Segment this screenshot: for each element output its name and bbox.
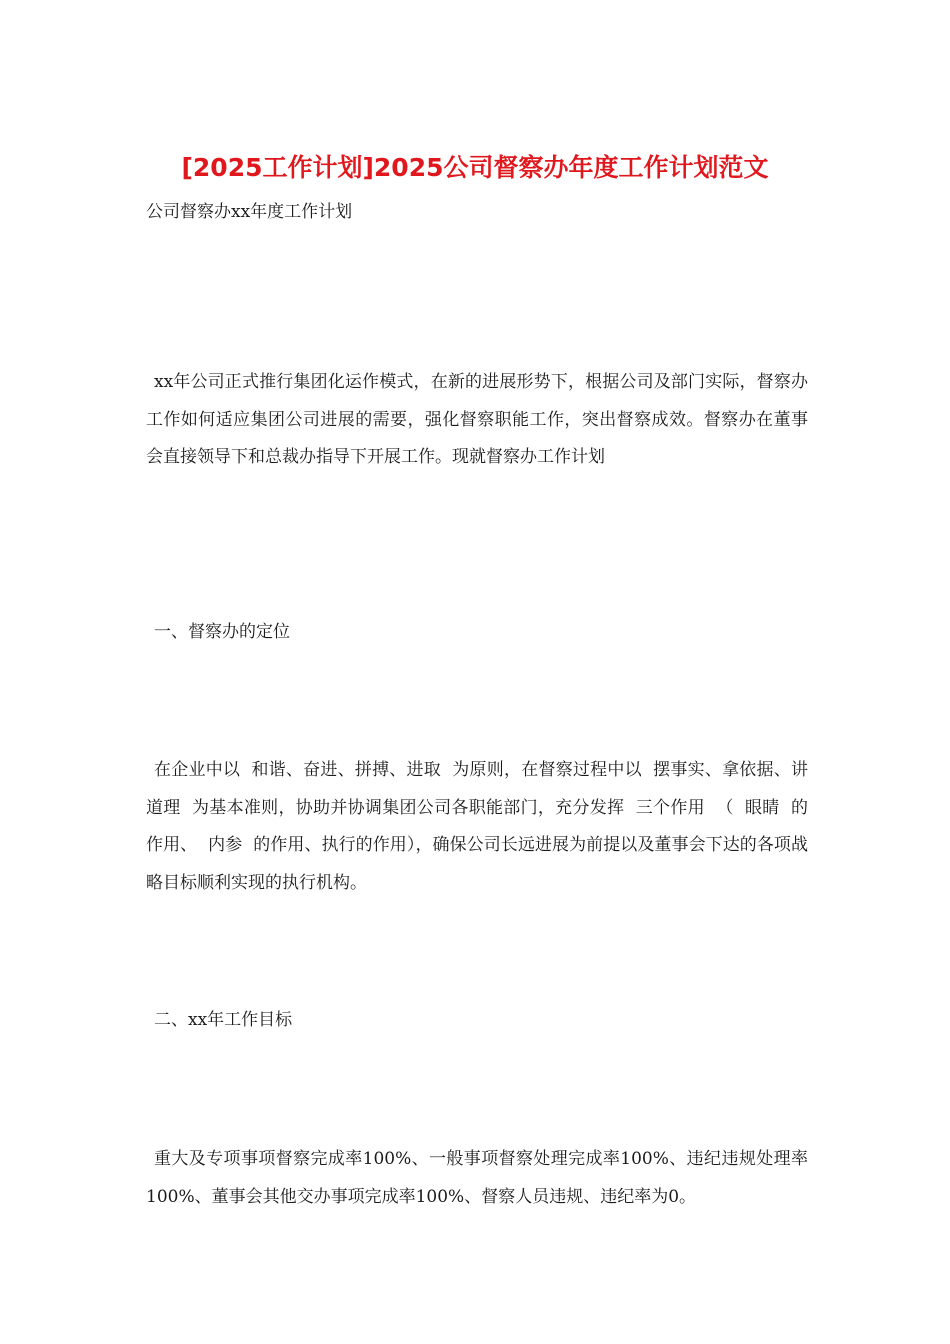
section-heading-positioning: 一、督察办的定位 — [154, 622, 290, 642]
goals-paragraph: 重大及专项事项督察完成率100%、一般事项督察处理完成率100%、违纪违规处理率100%、董事会其他交办事项完成率100%、督察人员违规、违纪率为0。 — [146, 1149, 808, 1207]
document-subtitle: 公司督察办xx年度工作计划 — [146, 202, 353, 222]
intro-paragraph: xx年公司正式推行集团化运作模式，在新的进展形势下，根据公司及部门实际，督察办工作如何适应集团公司进展的需要，强化督察职能工作，突出督察成效。督察办在董事会直接领导下和总裁办指导下开展工作。现就督察办工作计划 — [146, 372, 808, 467]
document-title: [2025工作计划]2025公司督察办年度工作计划范文 — [181, 153, 769, 182]
section-heading-goals: 二、xx年工作目标 — [154, 1010, 293, 1030]
positioning-paragraph: 在企业中以 和谐、奋进、拼搏、进取 为原则，在督察过程中以 摆事实、拿依据、讲道理 为基本准则，协助并协调集团公司各职能部门，充分发挥 三个作用 （ 眼睛 的作用、 内参 的作用、执行的作用），确保公司长远进展为前提以及董事会下达的各项战略目标顺利实现的执行机构。 — [146, 760, 808, 893]
